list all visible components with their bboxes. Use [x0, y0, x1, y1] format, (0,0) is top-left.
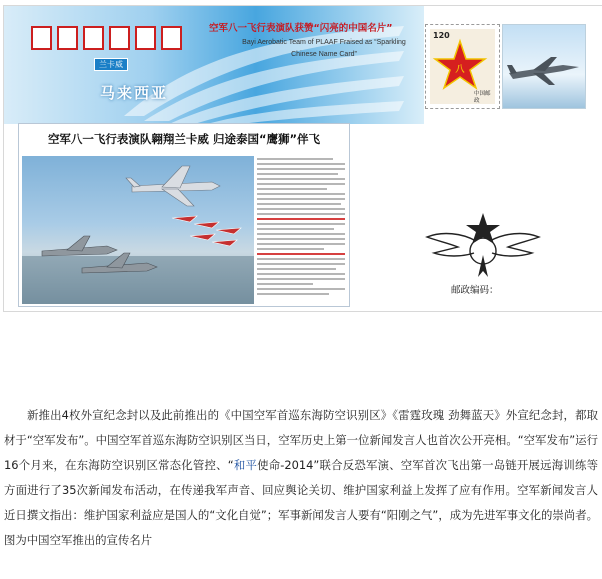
zip-box [83, 26, 104, 50]
postage-stamp [425, 24, 500, 109]
air-force-emblem-icon [424, 211, 542, 281]
zip-box [135, 26, 156, 50]
envelope-header-en: Bayi Aerobatic Team of PLAAF Fraised as “Sparkling Chinese Name Card” [242, 39, 406, 58]
transport-plane-icon [126, 166, 220, 206]
formation-jets-icon [172, 216, 241, 246]
clipping-title: 空军八一飞行表演队翱翔兰卡威 归途泰国“鹰狮”伴飞 [19, 124, 349, 154]
zip-box [161, 26, 182, 50]
envelope-zip-boxes [31, 26, 182, 50]
stamp-post-label: 中国邮政 [474, 91, 491, 104]
fighter-photo-card [502, 24, 586, 109]
paragraph-part-2: 使命-2014”联合反恐军演、空军首次飞出第一岛链开展远海训练等方面进行了35次新闻发布活动，在传递我军声音、回应舆论关切、维护国家利益上发挥了应有作用。空军新闻发言人近日撰文指出：维护国家利益应是国人的“文化自觉”；军事新闻发言人要有“阳刚之气”，成为先进军事文化的崇尚者。图为中国空军推出的宣传名片 [4, 458, 598, 548]
envelope-header-cn: 空军八一飞行表演队获赞“闪亮的中国名片” [209, 23, 393, 34]
news-clipping [18, 123, 350, 307]
fighter-jet-icon [503, 25, 585, 108]
commemorative-envelope [3, 5, 602, 312]
location-tag: 兰卡威 [94, 58, 128, 71]
stamp-value: 120 [433, 31, 450, 40]
svg-text:八: 八 [455, 65, 465, 75]
highlight-word-link[interactable]: 和平 [233, 458, 258, 473]
clipping-text-block [257, 158, 345, 302]
postal-code-label: 邮政编码： [451, 285, 499, 296]
zip-box [31, 26, 52, 50]
country-label: 马来西亚 [100, 84, 169, 102]
zip-box [109, 26, 130, 50]
zip-box [57, 26, 78, 50]
aircraft-photo [22, 156, 254, 304]
paragraph-part-1: 新推出4枚外宣纪念封以及此前推出的《中国空军首巡东海防空识别区》《雷霆玫瑰 劲舞蓝天》外宣纪念封，都取材于“空军发布”。中国空军首巡东海防空识别区当日，空军历史上第一位新闻发言人也首次公开亮相。“空军发布”运行16个月来，在东海防空识别区常态化管控、“ [4, 408, 598, 473]
article-paragraph [4, 403, 598, 553]
envelope-banner [4, 6, 424, 124]
